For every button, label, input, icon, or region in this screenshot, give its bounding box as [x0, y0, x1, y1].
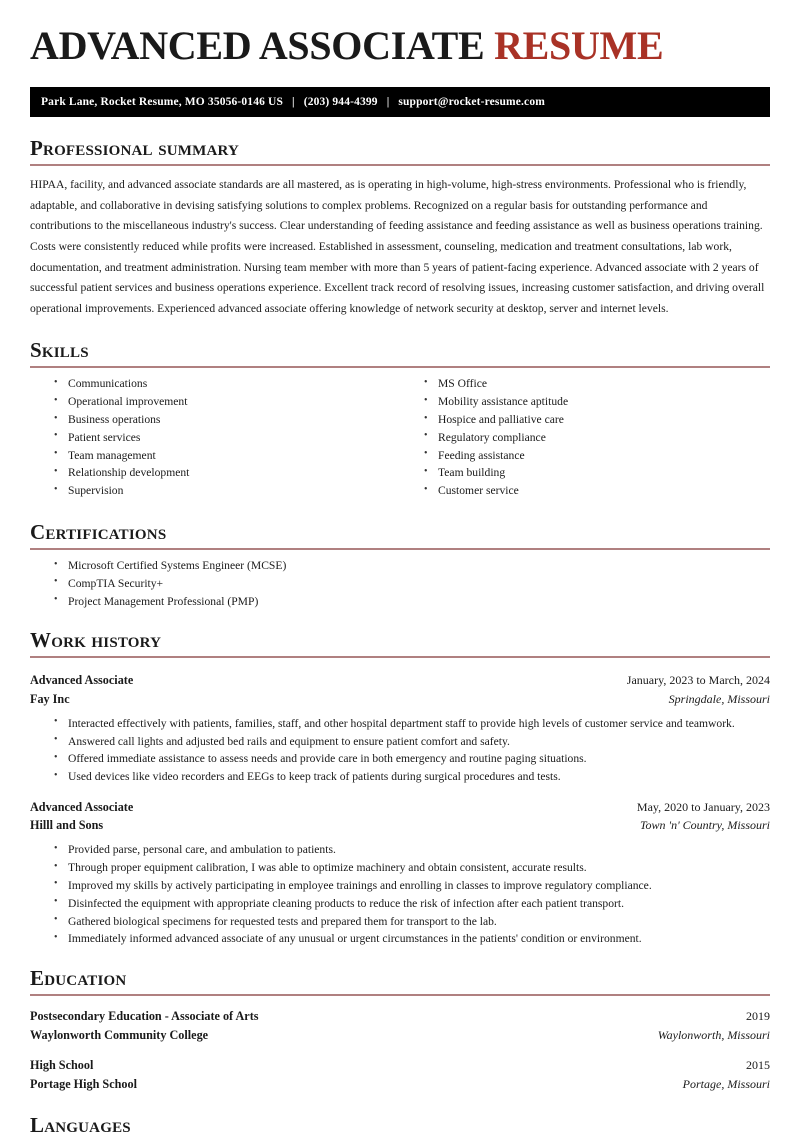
education-degree-row	[30, 1007, 770, 1026]
section-languages	[30, 1114, 770, 1136]
section-divider-certifications	[30, 548, 770, 550]
certifications-list	[30, 558, 770, 609]
list-item: • Team management	[54, 448, 400, 463]
education-institution-row	[30, 1075, 770, 1094]
work-history-entry	[30, 798, 770, 947]
job-title: Advanced Associate	[30, 673, 134, 688]
skills-column-left	[30, 376, 400, 501]
list-item: • Used devices like video recorders and EEGs to keep track of patients during surgical procedures and tests.	[54, 769, 770, 784]
section-heading-summary: Professional summary	[30, 136, 240, 160]
education-entry	[30, 1056, 770, 1094]
section-divider-skills	[30, 366, 770, 368]
institution-location: Portage, Missouri	[682, 1077, 770, 1092]
graduation-year: 2015	[746, 1058, 770, 1073]
job-location: Springdale, Missouri	[668, 691, 770, 706]
education-degree-row	[30, 1056, 770, 1075]
section-heading-skills: Skills	[30, 338, 89, 363]
job-responsibility-list	[30, 716, 770, 785]
list-item: • Team building	[424, 465, 770, 480]
list-item: • Interacted effectively with patients, families, staff, and other hospital department staff to provide high levels of customer service and teamwork.	[54, 716, 770, 731]
education-entries	[30, 1007, 770, 1095]
list-item: • Microsoft Certified Systems Engineer (MCSE)	[54, 558, 770, 573]
entry-org-row	[30, 816, 770, 835]
skills-columns	[30, 376, 770, 501]
entry-title-row	[30, 671, 770, 690]
section-divider-work-history	[30, 656, 770, 658]
title-main-text: ADVANCED ASSOCIATE	[30, 23, 485, 68]
job-title: Advanced Associate	[30, 799, 134, 814]
list-item: • Patient services	[54, 430, 400, 445]
education-institution-row	[30, 1026, 770, 1045]
section-heading-certifications: Certifications	[30, 520, 167, 545]
section-heading-work-history: Work history	[30, 627, 162, 652]
list-item: • Customer service	[424, 483, 770, 498]
job-location: Town 'n' Country, Missouri	[639, 818, 770, 833]
list-item: • CompTIA Security+	[54, 576, 770, 591]
work-history-entry	[30, 671, 770, 785]
section-skills	[30, 339, 770, 501]
contact-email[interactable]: support@rocket-resume.com	[398, 96, 545, 108]
work-history-entries	[30, 671, 770, 947]
list-item: • Business operations	[54, 412, 400, 427]
contact-bar	[30, 87, 770, 117]
section-heading-languages: Languages	[30, 1113, 131, 1137]
list-item: • Gathered biological specimens for requested tests and prepared them for transport to the lab.	[54, 914, 770, 929]
list-item: • MS Office	[424, 376, 770, 391]
title-accent-text: RESUME	[494, 23, 664, 68]
institution-name: Waylonworth Community College	[30, 1027, 209, 1042]
institution-name: Portage High School	[30, 1077, 137, 1092]
contact-address: Park Lane, Rocket Resume, MO 35056-0146 US	[41, 96, 284, 108]
degree-name: Postsecondary Education - Associate of Arts	[30, 1008, 259, 1023]
section-heading-education: Education	[30, 965, 127, 990]
entry-title-row	[30, 798, 770, 817]
list-item: • Supervision	[54, 483, 400, 498]
job-responsibility-list	[30, 842, 770, 946]
contact-separator-1: |	[292, 96, 295, 108]
section-education	[30, 967, 770, 1095]
list-item: • Relationship development	[54, 465, 400, 480]
employer-name: Hilll and Sons	[30, 818, 104, 833]
section-divider-education	[30, 994, 770, 996]
degree-name: High School	[30, 1058, 94, 1073]
contact-separator-2: |	[386, 96, 390, 108]
section-work-history	[30, 629, 770, 947]
list-item: • Communications	[54, 376, 400, 391]
entry-org-row	[30, 690, 770, 709]
list-item: • Answered call lights and adjusted bed rails and equipment to ensure patient comfort and safety.	[54, 734, 770, 749]
list-item: • Hospice and palliative care	[424, 412, 770, 427]
section-divider-summary	[30, 164, 770, 166]
list-item: • Operational improvement	[54, 394, 400, 409]
page-title	[30, 0, 770, 66]
list-item: • Provided parse, personal care, and ambulation to patients.	[54, 842, 770, 857]
graduation-year: 2019	[746, 1008, 770, 1023]
employer-name: Fay Inc	[30, 691, 70, 706]
institution-location: Waylonworth, Missouri	[657, 1027, 770, 1042]
skills-column-right	[400, 376, 770, 501]
skills-list-left	[30, 376, 400, 498]
job-dates: May, 2020 to January, 2023	[636, 799, 770, 814]
skills-list-right	[400, 376, 770, 498]
list-item: • Project Management Professional (PMP)	[54, 594, 770, 609]
list-item: • Improved my skills by actively participating in employee trainings and enrolling in classes to improve regulatory compliance.	[54, 878, 770, 893]
section-certifications	[30, 521, 770, 609]
list-item: • Immediately informed advanced associate of any unusual or urgent circumstances in the patients' condition or environment.	[54, 931, 770, 946]
summary-paragraph: HIPAA, facility, and advanced associate standards are all mastered, as is operating in high-volume, high-stress environments. Professional who is friendly, adaptable, and collaborative in devising satisfying solutions to complex problems. Recognized on a regular basis for outstanding performance and contributions to the miscellaneous industry's success. Clear understanding of feeding assistance and feeding assistance as well as business operations training. Costs were consistently reduced while profits were increased. Established in assessment, counseling, medication and treatment consultations, lab work, documentation, and treatment administration. Nursing team member with more than 5 years of patient-facing experience. Advanced associate with 2 years of successful patient services and business operations experience. Excellent track record of resolving issues, increasing customer satisfaction, and driving overall operational improvements. Experienced advanced associate offering knowledge of network security at desktop, server and internet levels.	[30, 178, 765, 315]
list-item: • Mobility assistance aptitude	[424, 394, 770, 409]
list-item: • Disinfected the equipment with appropriate cleaning products to reduce the risk of infection after each patient transport.	[54, 896, 770, 911]
list-item: • Offered immediate assistance to assess needs and provide care in both emergency and routine paging situations.	[54, 751, 770, 766]
section-professional-summary	[30, 137, 770, 319]
list-item: • Through proper equipment calibration, I was able to optimize machinery and obtain consistent, accurate results.	[54, 860, 770, 875]
education-entry	[30, 1007, 770, 1045]
contact-phone[interactable]: (203) 944-4399	[303, 96, 378, 108]
list-item: • Regulatory compliance	[424, 430, 770, 445]
job-dates: January, 2023 to March, 2024	[626, 673, 770, 688]
list-item: • Feeding assistance	[424, 448, 770, 463]
